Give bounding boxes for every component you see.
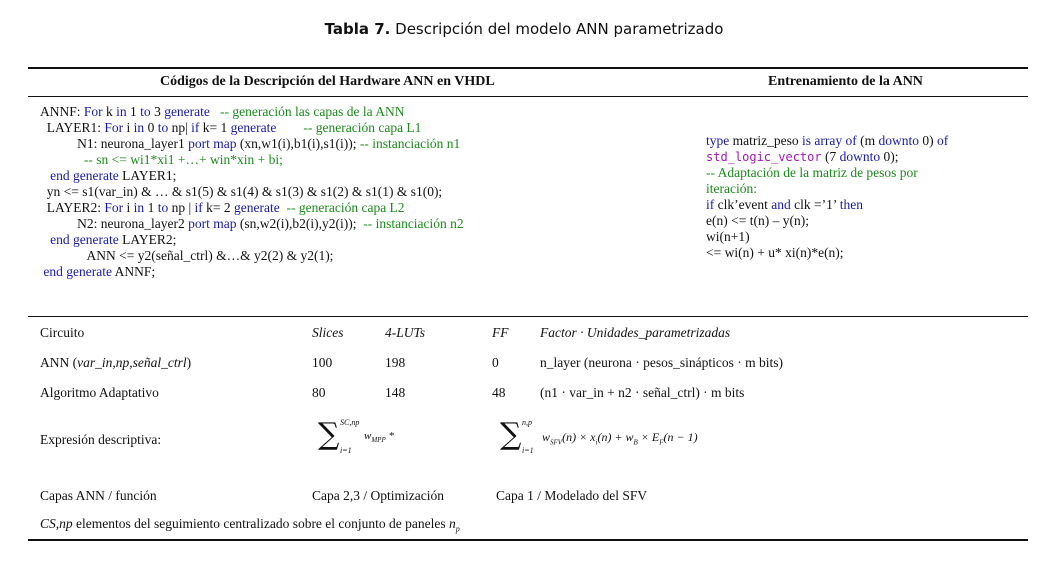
code-token: -- Adaptación de la matriz de pesos por xyxy=(706,165,918,180)
mid-rule xyxy=(28,316,1028,317)
code-token: iteración: xyxy=(706,181,757,196)
row-ann-factor: n_layer (neurona · pesos_sinápticos · m bits) xyxy=(540,355,783,370)
code-token: For xyxy=(83,104,103,119)
code-token: -- generación las capas de la ANN xyxy=(209,104,405,119)
code-token: <= wi(n) + u* xi(n)*e(n); xyxy=(706,245,844,260)
code-token: N1: neurona_layer1 xyxy=(40,136,189,151)
row-ann-luts: 198 xyxy=(385,355,406,370)
code-token: k xyxy=(102,104,117,119)
code-token: e(n) <= t(n) – y(n); xyxy=(706,213,809,228)
code-token: -- generación capa L1 xyxy=(276,120,422,135)
footnote: CS,np elementos del seguimiento centralizado sobre el conjunto de paneles $n_p$ xyxy=(40,516,460,534)
code-token xyxy=(40,232,50,247)
row-algo-factor: (n1 · var_in + n2 · señal_ctrl) · m bits xyxy=(540,385,745,400)
code-token: if xyxy=(194,200,203,215)
row-algo-ff: 48 xyxy=(492,385,506,400)
code-token: ANNF: xyxy=(40,104,84,119)
formula-1: ∑ SC,np i=1 $w_{MPP}$ * xyxy=(318,417,394,455)
code-token: For xyxy=(104,120,124,135)
row-ann-slices: 100 xyxy=(312,355,333,370)
code-line xyxy=(706,133,948,149)
code-line xyxy=(40,104,464,120)
code-token: port map xyxy=(188,216,237,231)
code-token: clk’event xyxy=(714,197,772,212)
code-token: and xyxy=(771,197,791,212)
code-token: LAYER1: xyxy=(40,120,105,135)
code-token: (sn,w2(i),b2(i),y2(i)); xyxy=(236,216,364,231)
code-line xyxy=(40,200,464,216)
code-token: generate xyxy=(230,120,277,135)
code-token: end generate xyxy=(43,264,112,279)
code-token: generate xyxy=(164,104,210,119)
code-token: std_logic_vector xyxy=(706,150,822,164)
code-token: ANN <= y2(señal_ctrl) &…& y2(2) & y2(1); xyxy=(40,248,334,263)
code-token: N2: neurona_layer2 xyxy=(40,216,189,231)
code-token: ANNF; xyxy=(111,264,156,279)
capas-c2: Capa 1 / Modelado del SFV xyxy=(496,488,648,503)
code-line xyxy=(40,264,464,280)
table-caption xyxy=(0,20,1048,38)
code-line xyxy=(40,184,464,200)
code-token: downto xyxy=(878,133,919,148)
code-token: (7 xyxy=(821,149,840,164)
code-token: of xyxy=(936,133,949,148)
code-token: matriz_peso xyxy=(729,133,802,148)
expr-label: Expresión descriptiva: xyxy=(40,432,162,447)
code-token: -- sn <= wi1*xi1 +…+ win*xin + bi; xyxy=(40,152,283,167)
code-token: -- instanciación n1 xyxy=(359,136,461,151)
code-token: port map xyxy=(188,136,237,151)
col-ff: FF xyxy=(492,325,509,340)
code-token: np | xyxy=(168,200,195,215)
code-token: k= 1 xyxy=(199,120,231,135)
code-token: yn <= s1(var_in) & … & s1(5) & s1(4) & s1(3) & s1(2) & s1(1) & s1(0); xyxy=(40,184,443,199)
capas-label: Capas ANN / función xyxy=(40,488,157,503)
row-algo-luts: 148 xyxy=(385,385,406,400)
row-algo-slices: 80 xyxy=(312,385,326,400)
code-token: if xyxy=(191,120,200,135)
code-token: (xn,w1(i),b1(i),s1(i)); xyxy=(236,136,360,151)
header-rule xyxy=(28,96,1028,97)
code-line xyxy=(40,232,464,248)
formula-2: ∑ n,p i=1 $w_{SFV}(n) \times x_i(n) + w_B \times E_F(n - 1)$ xyxy=(500,417,698,455)
col-factor: Factor · Unidades_parametrizadas xyxy=(540,325,731,340)
code-token: LAYER1; xyxy=(118,168,177,183)
code-token xyxy=(40,168,50,183)
code-line xyxy=(40,136,464,152)
training-code-block xyxy=(706,133,948,261)
caption-text: Descripción del modelo ANN parametrizado xyxy=(395,20,724,38)
code-token: is array of xyxy=(801,133,857,148)
code-token: i xyxy=(123,200,134,215)
code-line xyxy=(40,168,464,184)
code-token: 1 xyxy=(144,200,158,215)
code-token: 0) xyxy=(918,133,937,148)
code-token: 1 xyxy=(126,104,141,119)
code-token: clk =’1’ xyxy=(790,197,840,212)
code-token: to xyxy=(157,200,169,215)
code-line xyxy=(706,149,948,165)
code-token: type xyxy=(706,133,730,148)
header-vhdl: Códigos de la Descripción del Hardware ANN en VHDL xyxy=(160,74,495,89)
code-token: to xyxy=(140,104,151,119)
code-token: LAYER2: xyxy=(40,200,105,215)
code-token: (m xyxy=(856,133,879,148)
header-training: Entrenamiento de la ANN xyxy=(768,74,923,89)
code-token: end generate xyxy=(50,168,119,183)
code-line xyxy=(706,197,948,213)
code-token: -- generación capa L2 xyxy=(279,200,405,215)
col-slices: Slices xyxy=(312,325,344,340)
code-line xyxy=(706,165,948,181)
code-token: 0); xyxy=(880,149,899,164)
col-luts: 4-LUTs xyxy=(385,325,426,340)
code-token: i xyxy=(123,120,134,135)
code-line xyxy=(40,248,464,264)
row-algo-name: Algoritmo Adaptativo xyxy=(40,385,159,400)
code-token: generate xyxy=(234,200,280,215)
code-token: in xyxy=(133,120,145,135)
vhdl-code-block xyxy=(40,104,464,280)
code-line xyxy=(40,152,464,168)
col-circuito: Circuito xyxy=(40,325,85,340)
code-line xyxy=(40,216,464,232)
code-line xyxy=(706,181,948,197)
code-token: end generate xyxy=(50,232,119,247)
code-line xyxy=(706,213,948,229)
caption-label: Tabla 7. xyxy=(324,20,391,38)
row-ann-name: ANN (var_in,np,señal_ctrl) xyxy=(40,355,192,370)
code-token: in xyxy=(116,104,127,119)
code-token: in xyxy=(133,200,145,215)
code-token: np| xyxy=(168,120,192,135)
code-line xyxy=(706,229,948,245)
bottom-rule xyxy=(28,539,1028,541)
code-line xyxy=(706,245,948,261)
code-token: downto xyxy=(839,149,881,164)
row-ann-ff: 0 xyxy=(492,355,499,370)
code-token: 3 xyxy=(150,104,165,119)
code-token: -- instanciación n2 xyxy=(363,216,464,231)
code-line xyxy=(40,120,464,136)
capas-c1: Capa 2,3 / Optimización xyxy=(312,488,444,503)
code-token: For xyxy=(104,200,124,215)
code-token: k= 2 xyxy=(202,200,235,215)
code-token: LAYER2; xyxy=(118,232,177,247)
code-token: if xyxy=(706,197,715,212)
code-token: to xyxy=(157,120,169,135)
top-rule xyxy=(28,67,1028,69)
code-token: wi(n+1) xyxy=(706,229,750,244)
code-token: then xyxy=(839,197,863,212)
code-token: 0 xyxy=(144,120,158,135)
